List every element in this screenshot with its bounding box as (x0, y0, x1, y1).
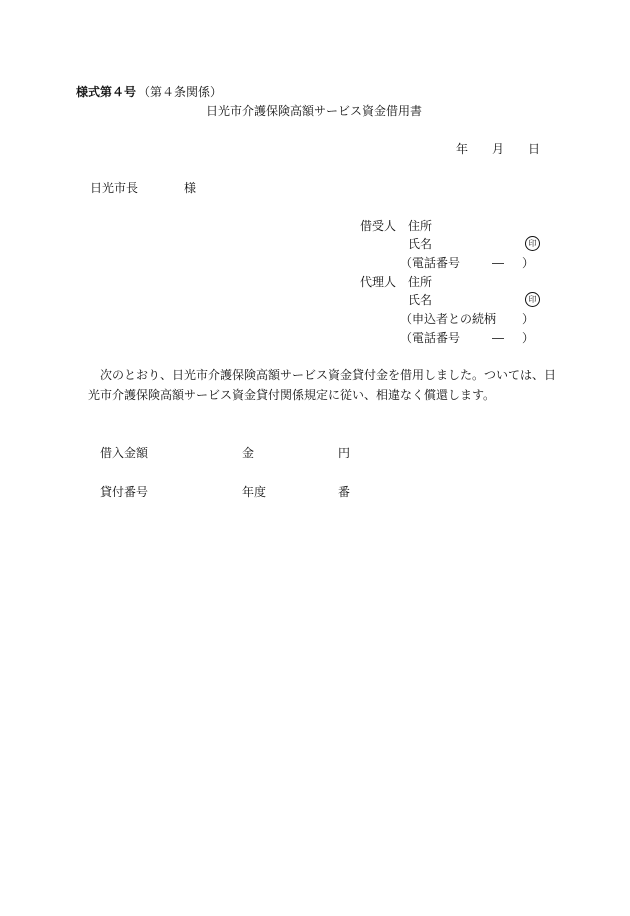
loan-number-unit: 番 (338, 485, 351, 499)
fiscal-year-label: 年度 (242, 485, 267, 499)
addressee-honorific: 様 (184, 181, 197, 195)
body-line-2: 光市介護保険高額サービス資金貸付関係規定に従い、相違なく償還します。 (88, 388, 496, 402)
form-number: 様式第４号 (76, 85, 137, 99)
body-line-1: 次のとおり、日光市介護保険高額サービス資金貸付金を借用しました。ついては、日 (100, 368, 557, 382)
agent-seal-icon: 印 (525, 292, 540, 307)
date-month-label: 月 (492, 142, 505, 156)
agent-relation-label: （申込者との続柄 (400, 312, 497, 326)
borrower-phone-label: （電話番号 (400, 256, 461, 270)
loan-number-label: 貸付番号 (100, 485, 149, 499)
borrower-phone-close: ） (522, 256, 535, 270)
agent-label: 代理人 (360, 275, 397, 289)
addressee-name: 日光市長 (90, 181, 139, 195)
date-day-label: 日 (528, 142, 541, 156)
document-title: 日光市介護保険高額サービス資金借用書 (206, 104, 423, 118)
agent-phone-label: （電話番号 (400, 331, 461, 345)
borrower-label: 借受人 (360, 219, 397, 233)
borrower-phone-dash: ― (492, 256, 504, 270)
agent-relation-close: ） (522, 312, 535, 326)
borrower-seal-icon: 印 (525, 236, 540, 251)
amount-unit: 円 (338, 446, 351, 460)
borrower-address-label: 住所 (408, 219, 433, 233)
amount-label: 借入金額 (100, 446, 149, 460)
date-year-label: 年 (456, 142, 469, 156)
borrower-name-label: 氏名 (408, 237, 433, 251)
agent-name-label: 氏名 (408, 293, 433, 307)
agent-address-label: 住所 (408, 275, 433, 289)
agent-phone-dash: ― (492, 331, 504, 345)
agent-phone-close: ） (522, 331, 535, 345)
amount-prefix: 金 (242, 446, 255, 460)
form-reference: （第４条関係） (138, 85, 223, 99)
